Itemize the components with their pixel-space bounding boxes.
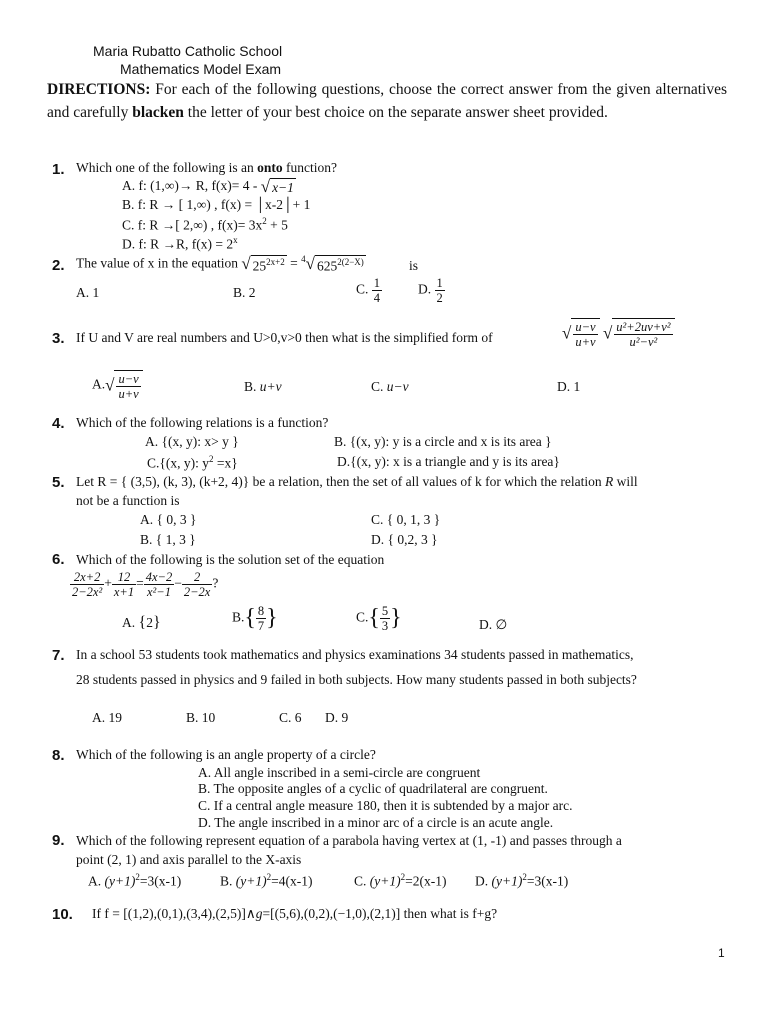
q7-number: 7. (52, 647, 65, 664)
q9-option-b: B. $(y+1)^2=4(x-1)$ (220, 872, 313, 889)
q6-option-d: D. ∅ (479, 617, 508, 632)
q1-option-d: D. f: R →R, $f(x) = 2^x$ (122, 235, 238, 252)
directions: DIRECTIONS: For each of the following questions, choose the correct answer from the given alternatives and carefully blacken the letter of your best choice on the separate answer sheet provided. (47, 81, 727, 121)
q5-option-b: B. { 1, 3 } (140, 532, 196, 547)
q7-option-b: B. 10 (186, 710, 216, 725)
q1-stem: Which one of the following is an onto function? (76, 160, 337, 175)
q5-option-d: D. { 0,2, 3 } (371, 532, 438, 547)
exam-title: Mathematics Model Exam (120, 61, 282, 77)
q5-option-a: A. { 0, 3 } (140, 512, 197, 527)
q9-option-d: D. $(y+1)^2=3(x-1)$ (475, 872, 569, 889)
q7-line2: 28 students passed in physics and 9 failed in both subjects. How many students passed in both subjects? (76, 672, 637, 687)
q1-option-a: A. f: (1,∞)→ R, f(x)= 4 - √ x−1 (122, 177, 294, 196)
q3-expression: √ $\frac{u-v}{u+v}$ √ $\frac{\text{u²+2uv+v²}}{\text{u²−v²}}$ (562, 318, 675, 349)
q6-option-b: B.{ $\frac{8}{7}$ } (232, 604, 278, 633)
q10-number: 10. (52, 906, 73, 923)
q9-option-c: C. $(y+1)^2=2(x-1)$ (354, 872, 447, 889)
q7-line1: In a school 53 students took mathematics and physics examinations 34 students passed in mathematics, (76, 647, 634, 662)
q2-tail: is (409, 258, 419, 273)
q8-option-c: C. If a central angle measure 180, then it is subtended by a major arc. (198, 798, 573, 813)
q2-number: 2. (52, 257, 65, 274)
directions-label: DIRECTIONS: (47, 81, 151, 98)
q1-option-c: C. f: R →[ 2,∞) , $f(x)= 3x^2 + 5$ (122, 216, 288, 233)
q4-option-a: A. {(x, y): x> y } (145, 434, 239, 449)
q9-line1: Which of the following represent equation of a parabola having vertex at (1, -1) and passes through a (76, 833, 622, 848)
page-number: 1 (718, 946, 725, 960)
q4-option-c: C.{(x, y): $y^2 =x$} (147, 454, 238, 471)
q7-option-c: C. 6 (279, 710, 302, 725)
q2-option-b: B. 2 (233, 285, 256, 300)
q6-option-a: A. {2} (122, 614, 161, 631)
q7-option-a: A. 19 (92, 710, 122, 725)
q9-number: 9. (52, 832, 65, 849)
q3-option-b: B. u+v (244, 379, 282, 394)
q5-stem: Let R = { (3,5), (k, 3), (k+2, 4)} be a relation, then the set of all values of k for which the relation R will (76, 474, 638, 489)
q5-stem-line2: not be a function is (76, 493, 180, 508)
q2-option-a: A. 1 (76, 285, 100, 300)
q5-option-c: C. { 0, 1, 3 } (371, 512, 441, 527)
q5-number: 5. (52, 474, 65, 491)
q3-option-d: D. 1 (557, 379, 581, 394)
school-name: Maria Rubatto Catholic School (93, 43, 283, 59)
q6-stem: Which of the following is the solution set of the equation (76, 552, 385, 567)
q8-option-b: B. The opposite angles of a cyclic of quadrilateral are congruent. (198, 781, 548, 796)
q3-stem: If U and V are real numbers and U>0,v>0 then what is the simplified form of (76, 330, 493, 345)
q8-option-d: D. The angle inscribed in a minor arc of a circle is an acute angle. (198, 815, 554, 830)
q8-option-a: A. All angle inscribed in a semi-circle are congruent (198, 765, 481, 780)
q8-stem: Which of the following is an angle property of a circle? (76, 747, 376, 762)
q7-option-d: D. 9 (325, 710, 349, 725)
q4-option-d: D.{(x, y): x is a triangle and y is its area} (337, 454, 560, 469)
q3-option-c: C. u−v (371, 379, 409, 394)
q3-option-a: A.√ $\frac{u-v}{u+v}$ (92, 370, 143, 401)
q6-option-c: C.{ $\frac{5}{3}$ } (356, 604, 402, 633)
q4-number: 4. (52, 415, 65, 432)
q8-number: 8. (52, 747, 65, 764)
q2-option-d: D. $\frac{1}{2}$ (418, 276, 443, 305)
q4-stem: Which of the following relations is a function? (76, 415, 329, 430)
q4-option-b: B. {(x, y): y is a circle and x is its area } (334, 434, 552, 449)
q3-number: 3. (52, 330, 65, 347)
q6-equation: $\frac{2x+2}{\text{2−2x²}}$ + $\frac{12}{x+1}$ = $\frac{4x-2}{\text{x²−1}}$ − $\frac{2}{2-2x}$ ? (72, 570, 219, 599)
q1-number: 1. (52, 161, 65, 178)
q6-number: 6. (52, 551, 65, 568)
q1-option-b: B. f: R → [ 1,∞) , f(x) = │x-2│+ 1 (122, 197, 311, 212)
q9-option-a: A. $(y+1)^2=3(x-1)$ (88, 872, 182, 889)
q10-stem: If f = [(1,2),(0,1),(3,4),(2,5)]∧g=[(5,6),(0,2),(−1,0),(2,1)] then what is f+g? (92, 906, 498, 921)
q2-option-c: C. $\frac{1}{4}$ (356, 276, 381, 305)
q9-line2: point (2, 1) and axis parallel to the X-axis (76, 852, 302, 867)
q2-stem: The value of x in the equation √ $25^{2x+2} = ^4√$ $625^{2(2-X)}$ (76, 254, 364, 274)
